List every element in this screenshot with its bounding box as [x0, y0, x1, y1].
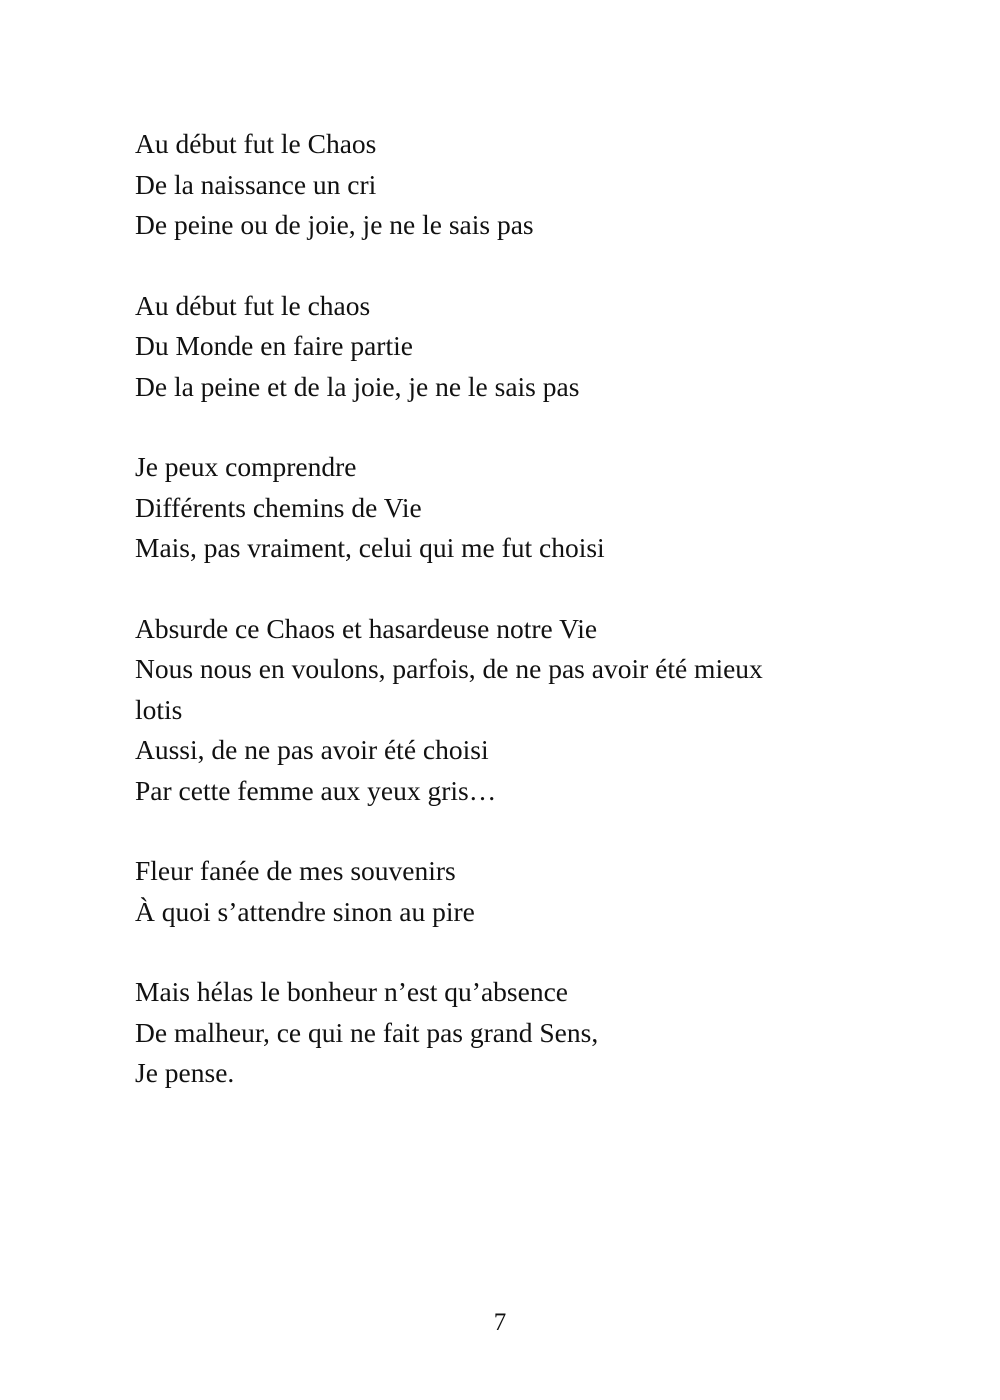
poem-line: De malheur, ce qui ne fait pas grand Sens,	[135, 1016, 599, 1048]
page-number: 7	[493, 1309, 507, 1336]
poem-line: Au début fut le Chaos	[135, 128, 377, 159]
poem-line: lotis	[135, 693, 183, 725]
stanza-1	[135, 124, 855, 246]
stanza-6	[135, 972, 855, 1094]
poem-line: Différents chemins de Vie	[135, 491, 422, 523]
poem-line: De la naissance un cri	[135, 168, 377, 200]
poem-line: De la peine et de la joie, je ne le sais pas	[135, 370, 580, 402]
stanza-4	[135, 609, 855, 812]
poem-line: Fleur fanée de mes souvenirs	[135, 855, 456, 886]
poem-line: Au début fut le chaos	[135, 289, 371, 321]
poem-line: Absurde ce Chaos et hasardeuse notre Vie	[135, 612, 598, 644]
stanza-2	[135, 286, 855, 408]
stanza-3	[135, 447, 855, 569]
poem-line: Mais, pas vraiment, celui qui me fut choisi	[135, 532, 605, 563]
poem	[135, 124, 855, 1134]
stanza-5	[135, 851, 855, 932]
poem-line: Je peux comprendre	[135, 451, 357, 482]
poem-line: À quoi s’attendre sinon au pire	[135, 895, 475, 927]
poem-line: Nous nous en voulons, parfois, de ne pas avoir été mieux	[135, 653, 763, 684]
poem-line: Je pense.	[135, 1057, 235, 1088]
poem-line: Par cette femme aux yeux gris…	[135, 774, 497, 806]
poem-line: Aussi, de ne pas avoir été choisi	[135, 734, 489, 765]
poem-line: Du Monde en faire partie	[135, 330, 413, 361]
poem-line: De peine ou de joie, je ne le sais pas	[135, 209, 534, 240]
poem-line: Mais hélas le bonheur n’est qu’absence	[135, 976, 568, 1007]
